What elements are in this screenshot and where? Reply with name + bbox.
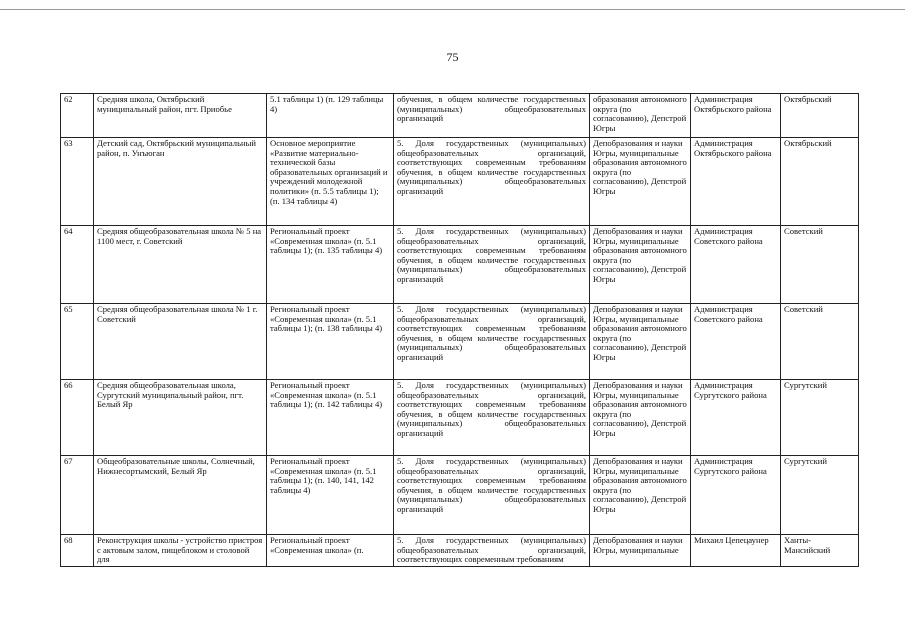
row-number: 64 [61,226,94,304]
object-name: Средняя общеобразовательная школа, Сургутский муниципальный район, пгт. Белый Яр [94,380,267,456]
goal-indicator: 5. Доля государственных (муниципальных) общеобразовательных организаций, соответствующих современным требованиям обучения, в общем количестве государственных (муниципальных) общеобразовательных организаций [394,304,590,380]
table-row [61,304,859,380]
customer-cell: Администрация Советского района [691,304,781,380]
basis-cell: Региональный проект «Современная школа» (п. 5.1 таблицы 1); (п. 142 таблицы 4) [267,380,394,456]
basis-cell: 5.1 таблицы 1) (п. 129 таблицы 4) [267,94,394,138]
goal-indicator: 5. Доля государственных (муниципальных) общеобразовательных организаций, соответствующих современным требованиям обучения, в общем количестве государственных (муниципальных) общеобразовательных организаций [394,380,590,456]
basis-cell: Региональный проект «Современная школа» (п. 5.1 таблицы 1); (п. 140, 141, 142 таблицы 4) [267,456,394,535]
row-number: 68 [61,535,94,567]
customer-cell: Администрация Октябрьского района [691,138,781,226]
row-number: 62 [61,94,94,138]
executor-cell: Депобразования и науки Югры, муниципальные образования автономного округа (по согласованию), Депстрой Югры [590,138,691,226]
executor-cell: Депобразования и науки Югры, муниципальные образования автономного округа (по согласованию), Депстрой Югры [590,380,691,456]
customer-cell: Администрация Сургутского района [691,380,781,456]
customer-cell: Администрация Октябрьского района [691,94,781,138]
customer-cell: Михаил Цепецаунер [691,535,781,567]
basis-cell: Основное мероприятие «Развитие материально-технической базы образовательных организаций и учреждений молодежной политики» (п. 5.5 таблицы 1); (п. 134 таблицы 4) [267,138,394,226]
executor-cell: образования автономного округа (по согласованию), Депстрой Югры [590,94,691,138]
goal-indicator: 5. Доля государственных (муниципальных) общеобразовательных организаций, соответствующих современным требованиям обучения, в общем количестве государственных (муниципальных) общеобразовательных организаций [394,138,590,226]
executor-cell: Депобразования и науки Югры, муниципальные образования автономного округа (по согласованию), Депстрой Югры [590,226,691,304]
row-number: 67 [61,456,94,535]
object-name: Средняя общеобразовательная школа № 5 на 1100 мест, г. Советский [94,226,267,304]
basis-cell: Региональный проект «Современная школа» (п. 5.1 таблицы 1); (п. 138 таблицы 4) [267,304,394,380]
municipality-cell: Сургутский [781,456,859,535]
municipality-cell: Советский [781,226,859,304]
object-name: Средняя общеобразовательная школа № 1 г. Советский [94,304,267,380]
municipality-cell: Октябрьский [781,94,859,138]
header-rule [0,9,905,10]
object-name: Средняя школа, Октябрьский муниципальный район, пгт. Приобье [94,94,267,138]
goal-indicator: 5. Доля государственных (муниципальных) общеобразовательных организаций, соответствующих современным требованиям обучения, в общем количестве государственных (муниципальных) общеобразовательных организаций [394,456,590,535]
goal-indicator: 5. Доля государственных (муниципальных) общеобразовательных организаций, соответствующих современным требованиям обучения, в общем количестве государственных (муниципальных) общеобразовательных организаций [394,226,590,304]
basis-cell: Региональный проект «Современная школа» (п. [267,535,394,567]
goal-indicator: обучения, в общем количестве государственных (муниципальных) общеобразовательных организаций [394,94,590,138]
table-row [61,226,859,304]
goal-indicator: 5. Доля государственных (муниципальных) общеобразовательных организаций, соответствующих современным требованиям [394,535,590,567]
object-name: Детский сад, Октябрьский муниципальный район, п. Унъюган [94,138,267,226]
executor-cell: Депобразования и науки Югры, муниципальные образования автономного округа (по согласованию), Депстрой Югры [590,304,691,380]
customer-cell: Администрация Сургутского района [691,456,781,535]
row-number: 66 [61,380,94,456]
table-row [61,535,859,567]
projects-table [60,93,859,567]
object-name: Общеобразовательные школы, Солнечный, Нижнесортымский, Белый Яр [94,456,267,535]
object-name: Реконструкция школы - устройство пристроя с актовым залом, пищеблоком и столовой для [94,535,267,567]
table-row [61,456,859,535]
municipality-cell: Ханты-Мансийский [781,535,859,567]
municipality-cell: Сургутский [781,380,859,456]
executor-cell: Депобразования и науки Югры, муниципальные образования автономного округа (по согласованию), Депстрой Югры [590,456,691,535]
executor-cell: Депобразования и науки Югры, муниципальные [590,535,691,567]
table-row [61,380,859,456]
basis-cell: Региональный проект «Современная школа» (п. 5.1 таблицы 1); (п. 135 таблицы 4) [267,226,394,304]
municipality-cell: Советский [781,304,859,380]
row-number: 65 [61,304,94,380]
customer-cell: Администрация Советского района [691,226,781,304]
row-number: 63 [61,138,94,226]
table-row [61,138,859,226]
page-number: 75 [446,50,459,64]
table-row [61,94,859,138]
municipality-cell: Октябрьский [781,138,859,226]
